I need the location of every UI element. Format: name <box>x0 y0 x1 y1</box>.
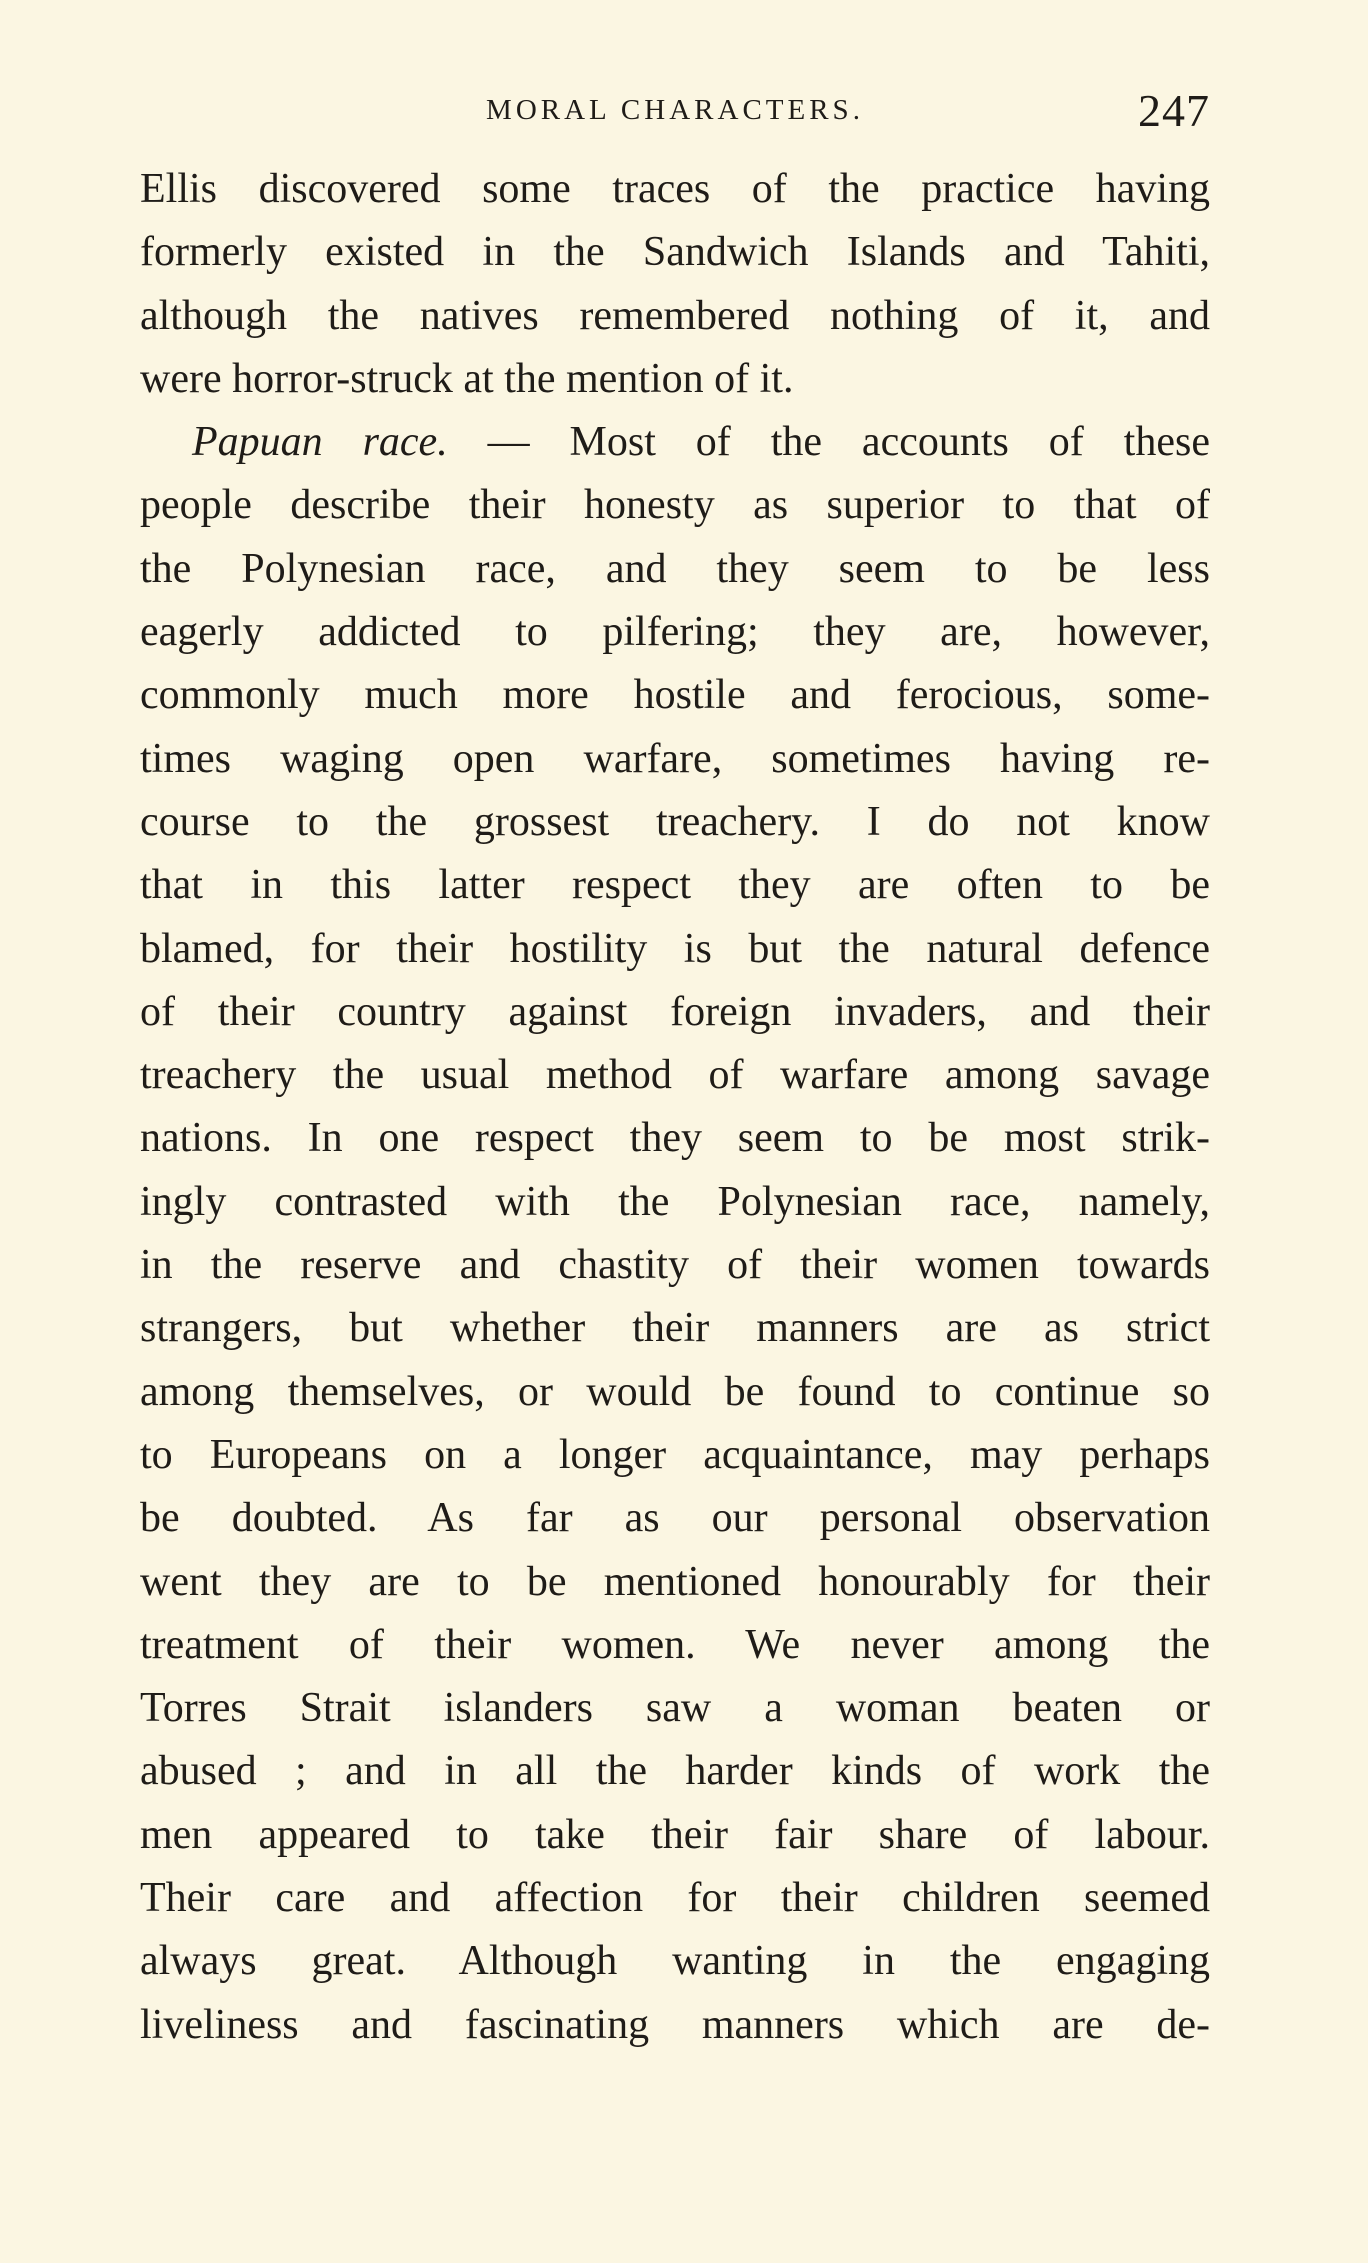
text-line: liveliness and fascinating manners which are de- <box>140 2001 1210 2048</box>
text-line: treatment of their women. We never among the <box>140 1621 1210 1668</box>
text-line: always great. Although wanting in the engaging <box>140 1938 1210 1985</box>
text-line: men appeared to take their fair share of labour. <box>140 1811 1210 1858</box>
text-line: of their country against foreign invaders, and their <box>140 988 1210 1035</box>
text-line: Torres Strait islanders saw a woman beaten or <box>140 1685 1210 1732</box>
text-line: be doubted. As far as our personal observation <box>140 1495 1210 1542</box>
text-line: the Polynesian race, and they seem to be less <box>140 545 1210 592</box>
text-line: eagerly addicted to pilfering; they are, however, <box>140 609 1210 656</box>
text-line: nations. In one respect they seem to be most strik- <box>140 1115 1210 1162</box>
text-line: treachery the usual method of warfare among savage <box>140 1052 1210 1099</box>
text-line: were horror-struck at the mention of it. <box>140 355 794 402</box>
text-line: although the natives remembered nothing of it, and <box>140 292 1210 339</box>
text-fragment: — Most of the accounts of these <box>447 419 1210 466</box>
text-line: formerly existed in the Sandwich Islands and Tahiti, <box>140 229 1210 276</box>
text-line: abused ; and in all the harder kinds of work the <box>140 1748 1210 1795</box>
running-head <box>140 84 1210 154</box>
body-text <box>140 158 1210 2057</box>
text-line: strangers, but whether their manners are as strict <box>140 1305 1210 1352</box>
text-line: commonly much more hostile and ferocious, some- <box>140 672 1210 719</box>
text-line: Their care and affection for their children seemed <box>140 1875 1210 1922</box>
text-line: went they are to be mentioned honourably for their <box>140 1558 1210 1605</box>
text-line: Ellis discovered some traces of the practice having <box>140 166 1210 212</box>
text-line: people describe their honesty as superior to that of <box>140 482 1210 529</box>
text-line: among themselves, or would be found to continue so <box>140 1368 1210 1415</box>
section-heading-papuan-race: Papuan race. <box>192 419 448 466</box>
running-title: MORAL CHARACTERS. <box>486 94 864 126</box>
text-line: to Europeans on a longer acquaintance, may perhaps <box>140 1431 1210 1478</box>
text-line: that in this latter respect they are often to be <box>140 862 1210 909</box>
paragraph-opening-line <box>140 411 1210 474</box>
page-number: 247 <box>1138 85 1210 136</box>
text-line: ingly contrasted with the Polynesian race, namely, <box>140 1178 1210 1225</box>
text-line: in the reserve and chastity of their women towards <box>140 1242 1210 1289</box>
text-line: times waging open warfare, sometimes having re- <box>140 735 1210 782</box>
text-line: blamed, for their hostility is but the natural defence <box>140 925 1210 972</box>
text-line: course to the grossest treachery. I do not know <box>140 798 1210 845</box>
